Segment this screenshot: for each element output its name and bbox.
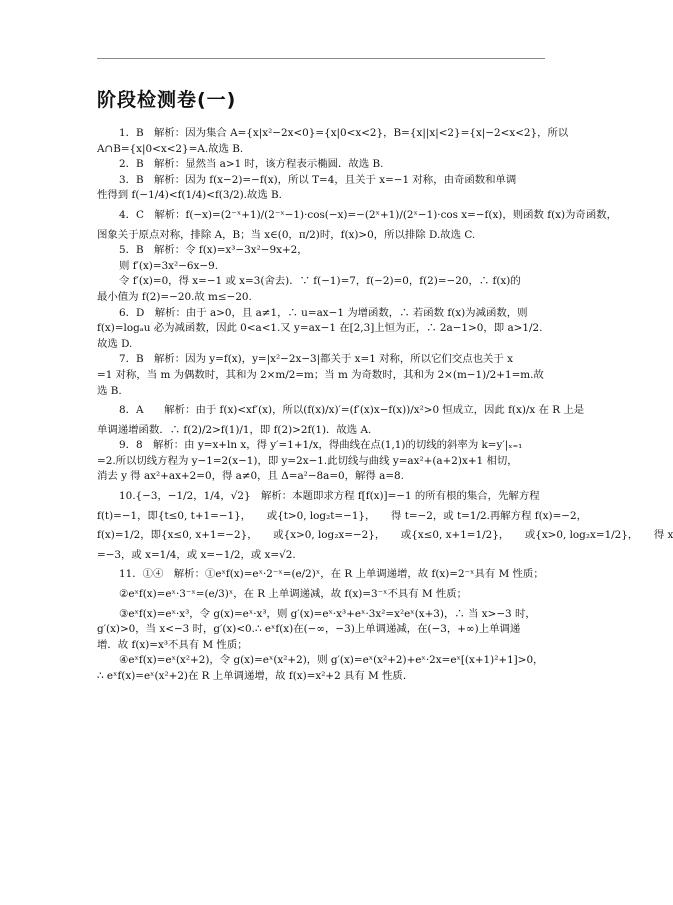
answer-line: ②eˣf(x)=eˣ·3⁻ˣ=(e/3)ˣ，在 R 上单调递减，故 f(x)=3⁻ˣ不具有 M 性质； xyxy=(119,588,468,601)
answer-line: 4．C 解析：f(−x)=(2⁻ˣ+1)/(2⁻ˣ−1)·cos(−x)=−(2ˣ+1)/(2ˣ−1)·cos x=−f(x)，则函数 f(x)为奇函数， xyxy=(119,208,617,221)
answer-line: 最小值为 f(2)=−20.故 m≤−20. xyxy=(97,290,252,303)
answer-line: 1．B 解析：因为集合 A={x|x²−2x<0}={x|0<x<2}，B={x||x|<2}={x|−2<x<2}，所以 xyxy=(119,127,569,139)
answer-line: f(x)=logₐu 必为减函数，因此 0<a<1.又 y=ax−1 在[2,3]上恒为正，∴ 2a−1>0，即 a>1/2. xyxy=(97,322,543,335)
answer-line: g′(x)>0，当 x<−3 时，g′(x)<0.∴ eˣf(x)在(−∞，−3)上单调递减，在(−3，+∞)上单调递 xyxy=(97,623,521,636)
answer-line: 5．B 解析：令 f(x)=x³−3x²−9x+2， xyxy=(119,244,308,257)
answer-line: 11．①④ 解析：①eˣf(x)=eˣ·2⁻ˣ=(e/2)ˣ，在 R 上单调递增，故 f(x)=2⁻ˣ具有 M 性质； xyxy=(119,568,544,581)
answer-line: f(t)=−1，即{t≤0, t+1=−1}， 或{t>0, log₂t=−1}， 得 t=−2，或 t=1/2.再解方程 f(x)=−2， xyxy=(97,509,587,522)
answer-line: f(x)=1/2，即{x≤0, x+1=−2}， 或{x>0, log₂x=−2}， 或{x≤0, x+1=1/2}， 或{x>0, log₂x=1/2}， 得 x xyxy=(97,529,673,542)
answer-line: 选 B. xyxy=(97,384,122,397)
answer-line: A∩B={x|0<x<2}=A.故选 B. xyxy=(97,142,244,155)
answer-line: 3．B 解析：因为 f(x−2)=−f(x)，所以 T=4，且关于 x=−1 对称，由奇函数和单调 xyxy=(119,173,517,186)
answer-line: 6．D 解析：由于 a>0，且 a≠1，∴ u=ax−1 为增函数，∴ 若函数 f(x)为减函数，则 xyxy=(119,306,528,319)
answer-line: =−3，或 x=1/4，或 x=−1/2，或 x=√2. xyxy=(97,548,296,561)
answer-line: ④eˣf(x)=eˣ(x²+2)，令 g(x)=eˣ(x²+2)，则 g′(x)=eˣ(x²+2)+eˣ·2x=eˣ[(x+1)²+1]>0， xyxy=(119,654,544,667)
answer-line: 10.{−3，−1/2，1/4，√2} 解析：本题即求方程 f[f(x)]=−1 的所有根的集合，先解方程 xyxy=(119,490,540,503)
answer-line: 2．B 解析：显然当 a>1 时，该方程表示椭圆．故选 B. xyxy=(119,158,384,171)
answer-line: 性得到 f(−1/4)<f(1/4)<f(3/2).故选 B. xyxy=(97,189,282,202)
page-title: 阶段检测卷(一) xyxy=(97,89,237,111)
answer-line: 令 f′(x)=0，得 x=−1 或 x=3(舍去)．∵ f(−1)=7，f(−2)=0，f(2)=−20，∴ f(x)的 xyxy=(119,275,521,288)
answer-line: =1 对称，当 m 为偶数时，其和为 2×m/2=m；当 m 为奇数时，其和为 2×(m−1)/2+1=m.故 xyxy=(97,368,544,381)
answer-body xyxy=(97,126,673,685)
answer-line: 8．A 解析：由于 f(x)<xf′(x)，所以(f(x)/x)′=(f′(x)x−f(x))/x²>0 恒成立，因此 f(x)/x 在 R 上是 xyxy=(119,404,585,417)
answer-line: 增．故 f(x)=x³不具有 M 性质； xyxy=(97,638,248,651)
answer-line: 图象关于原点对称，排除 A，B；当 x∈(0，π/2)时，f(x)>0，所以排除 D.故选 C. xyxy=(97,228,476,241)
answer-line: 故选 D. xyxy=(97,337,133,350)
header-rule xyxy=(97,58,545,59)
answer-line: ∴ eˣf(x)=eˣ(x²+2)在 R 上单调递增，故 f(x)=x²+2 具有 M 性质． xyxy=(97,670,414,682)
answer-line: 则 f′(x)=3x²−6x−9. xyxy=(119,259,219,272)
answer-line: 消去 y 得 ax²+ax+2=0，得 a≠0，且 Δ=a²−8a=0，解得 a=8. xyxy=(97,470,404,483)
answer-line: ③eˣf(x)=eˣ·x³，令 g(x)=eˣ·x³，则 g′(x)=eˣ·x³+eˣ·3x²=x²eˣ(x+3)，∴ 当 x>−3 时， xyxy=(119,607,536,620)
answer-line: =2.所以切线方程为 y−1=2(x−1)，即 y=2x−1.此切线与曲线 y=ax²+(a+2)x+1 相切， xyxy=(97,454,518,467)
answer-line: 7．B 解析：因为 y=f(x)，y=|x²−2x−3|都关于 x=1 对称，所以它们交点也关于 x xyxy=(119,353,513,366)
answer-line: 单调递增函数．∴ f(2)/2>f(1)/1，即 f(2)>2f(1)．故选 A. xyxy=(97,423,372,436)
answer-line: 9．8 解析：由 y=x+ln x，得 y′=1+1/x，得曲线在点(1,1)的切线的斜率为 k=y′|ₓ₌₁ xyxy=(119,439,523,452)
